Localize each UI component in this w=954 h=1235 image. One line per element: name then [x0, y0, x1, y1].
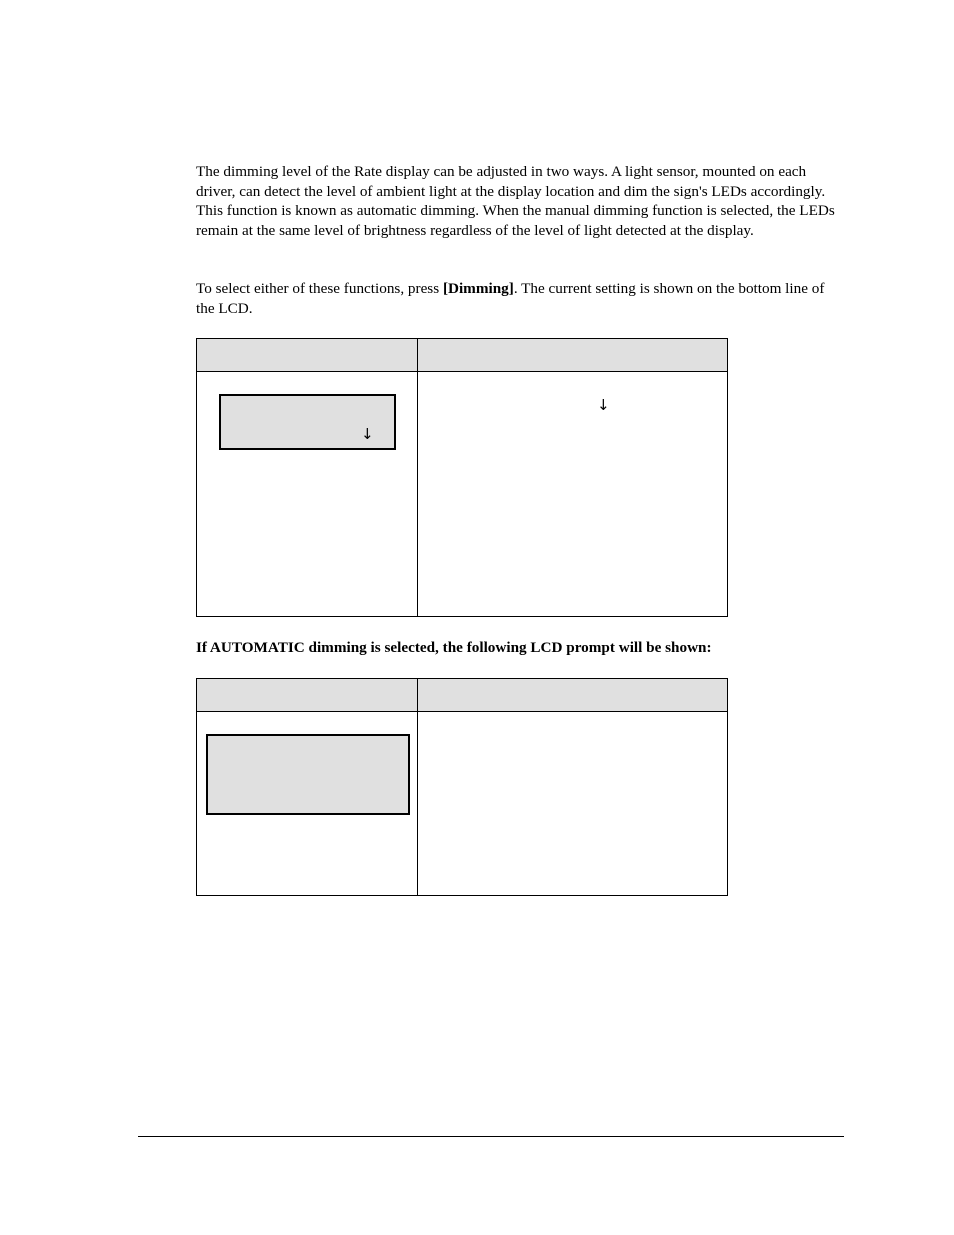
- dimming-lcd-table: [196, 338, 728, 617]
- automatic-dimming-heading: If AUTOMATIC dimming is selected, the following LCD prompt will be shown:: [196, 639, 712, 656]
- down-arrow-icon: ↓: [361, 425, 374, 443]
- footer-rule: [138, 1136, 844, 1137]
- select-function-paragraph: [196, 279, 844, 318]
- select-text-after: . The current setting is shown on the bottom line of the LCD.: [196, 280, 825, 317]
- select-text-before: To select either of these functions, press: [196, 280, 443, 297]
- table-header-row: [197, 679, 727, 712]
- column-divider: [417, 679, 418, 895]
- intro-paragraph: The dimming level of the Rate display can be adjusted in two ways. A light sensor, mounted on each driver, can detect the level of ambient light at the display location and dim the sign's LEDs accordingly. This function is known as automatic dimming. When the manual dimming function is selected, the LEDs remain at the same level of brightness regardless of the level of light detected at the display.: [196, 163, 835, 239]
- column-divider: [417, 339, 418, 616]
- automatic-dimming-table: [196, 678, 728, 896]
- table-header-row: [197, 339, 727, 372]
- dimming-key-label: [Dimming]: [442, 280, 514, 297]
- down-arrow-icon: ↓: [597, 396, 610, 414]
- lcd-display: [206, 734, 410, 815]
- lcd-display: [219, 394, 396, 450]
